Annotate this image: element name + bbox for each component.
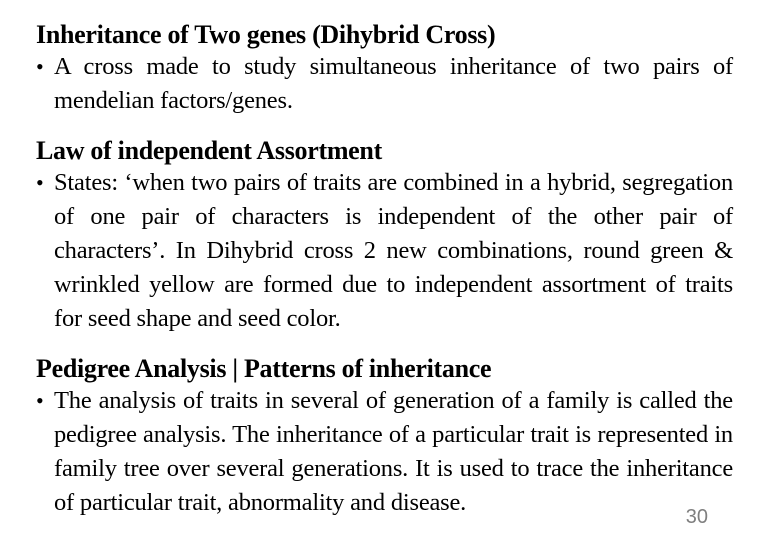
page-number: 30	[685, 506, 708, 528]
section-heading: Law of independent Assortment	[36, 136, 382, 165]
section-dihybrid-cross	[36, 19, 733, 118]
bullet-text: States: ‘when two pairs of traits are combined in a hybrid, segregation of one pair of characters is independent of the other pair of characters’. In Dihybrid cross 2 new combinations, round green & wrinkled yellow are formed due to independent assortment of traits for seed shape and seed color.	[54, 169, 733, 332]
slide-content	[36, 19, 733, 537]
bullet-item	[36, 384, 733, 520]
bullet-icon: •	[36, 54, 44, 79]
section-heading: Inheritance of Two genes (Dihybrid Cross)	[36, 20, 496, 49]
bullet-item	[36, 166, 733, 336]
section-independent-assortment	[36, 135, 733, 336]
section-heading: Pedigree Analysis | Patterns of inheritance	[36, 354, 492, 383]
bullet-icon: •	[36, 170, 44, 195]
section-pedigree-analysis	[36, 353, 733, 520]
bullet-text: The analysis of traits in several of generation of a family is called the pedigree analysis. The inheritance of a particular trait is represented in family tree over several generations. It is used to trace the inheritance of particular trait, abnormality and disease.	[54, 387, 733, 516]
bullet-icon: •	[36, 388, 44, 413]
bullet-text: A cross made to study simultaneous inheritance of two pairs of mendelian factors/genes.	[54, 53, 733, 114]
bullet-item	[36, 50, 733, 118]
